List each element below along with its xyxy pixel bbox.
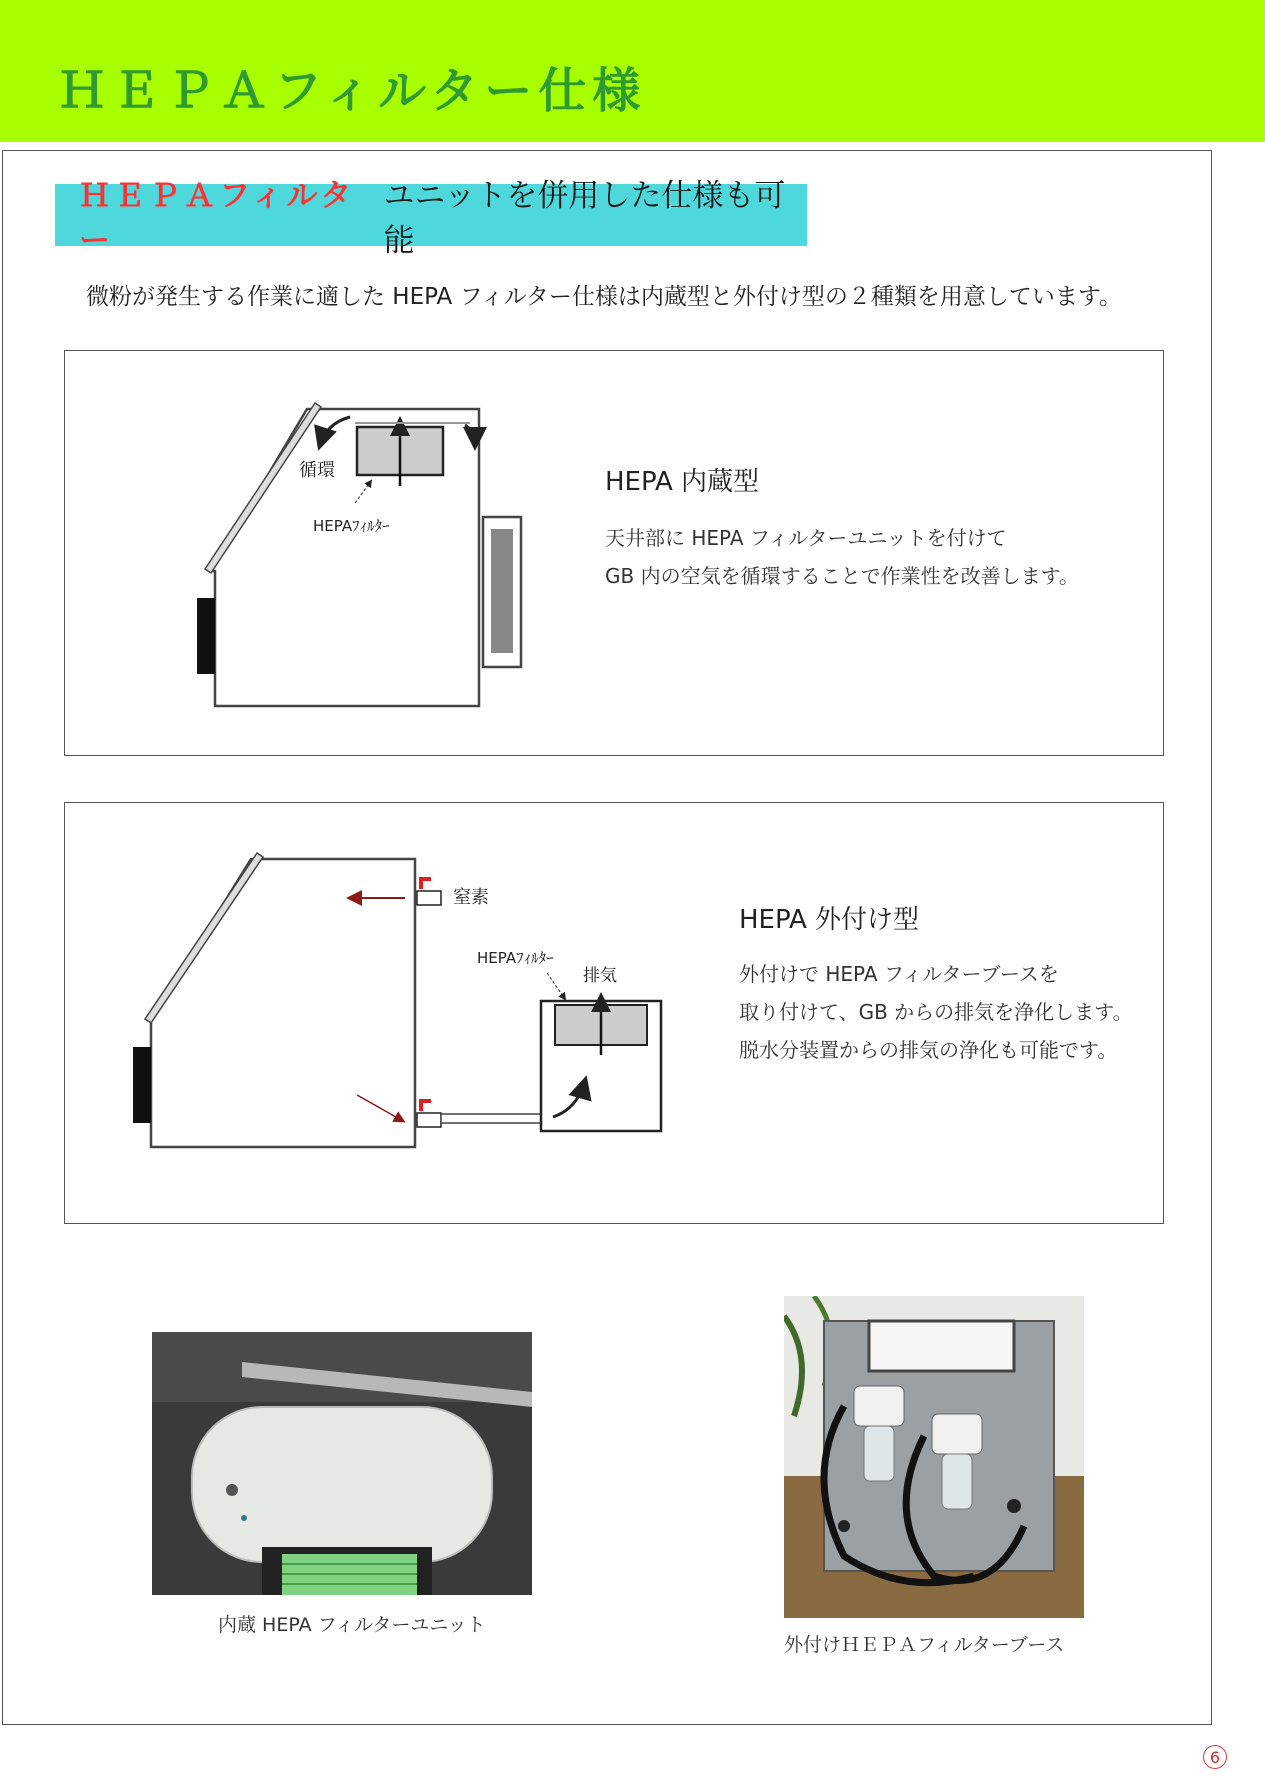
label-circulation: 循環 [299, 460, 335, 481]
internal-type-title: HEPA 内蔵型 [605, 467, 760, 497]
internal-type-desc-1: 天井部に HEPA フィルターユニットを付けて [605, 526, 1007, 550]
section-subheading [55, 178, 807, 259]
window-glass [205, 403, 321, 573]
internal-unit-photo [152, 1332, 532, 1595]
internal-type-desc-2: GB 内の空気を循環することで作業性を改善します。 [605, 564, 1079, 588]
external-booth-photo [784, 1296, 1084, 1618]
external-type-desc-3: 脱水分装置からの排気の浄化も可能です。 [739, 1038, 1118, 1062]
page-title: ＨＥＰＡフィルター仕様 [58, 63, 647, 119]
internal-unit-illustration [152, 1332, 532, 1595]
page-number: 6 [1203, 1745, 1227, 1769]
label-exhaust: 排気 [583, 966, 617, 986]
circulation-arrow-left [320, 417, 350, 445]
nitrogen-inlet [417, 891, 441, 905]
external-type-panel [64, 802, 1164, 1224]
exhaust-pipe [441, 1114, 541, 1123]
label-nitrogen: 窒素 [453, 887, 489, 908]
window-glass [145, 853, 263, 1023]
circulation-arrow-right [465, 425, 475, 445]
external-booth-illustration [784, 1296, 1084, 1618]
intro-text: 微粉が発生する作業に適した HEPA フィルター仕様は内蔵型と外付け型の２種類を用意しています。 [86, 284, 1122, 310]
label-hepa-filter: HEPAﾌｨﾙﾀｰ [313, 517, 390, 535]
glove-port [133, 1047, 151, 1123]
internal-unit-caption: 内蔵 HEPA フィルターユニット [218, 1614, 486, 1636]
side-door-window [491, 529, 513, 653]
exhaust-outlet [417, 1113, 441, 1127]
subheading-highlight: ＨＥＰＡフィルター [79, 178, 356, 259]
label-hepa-filter: HEPAﾌｨﾙﾀｰ [477, 949, 554, 967]
external-type-desc-2: 取り付けて、GB からの排気を浄化します。 [739, 1000, 1133, 1024]
external-type-title: HEPA 外付け型 [739, 905, 920, 935]
internal-type-panel [64, 350, 1164, 756]
glovebox-outline [151, 859, 415, 1147]
external-booth-caption: 外付けＨＥＰＡフィルターブース [784, 1634, 1065, 1656]
subheading-text: ユニットを併用した仕様も可能 [383, 178, 786, 259]
glove-port [197, 598, 215, 674]
external-type-desc-1: 外付けで HEPA フィルターブースを [739, 962, 1059, 986]
